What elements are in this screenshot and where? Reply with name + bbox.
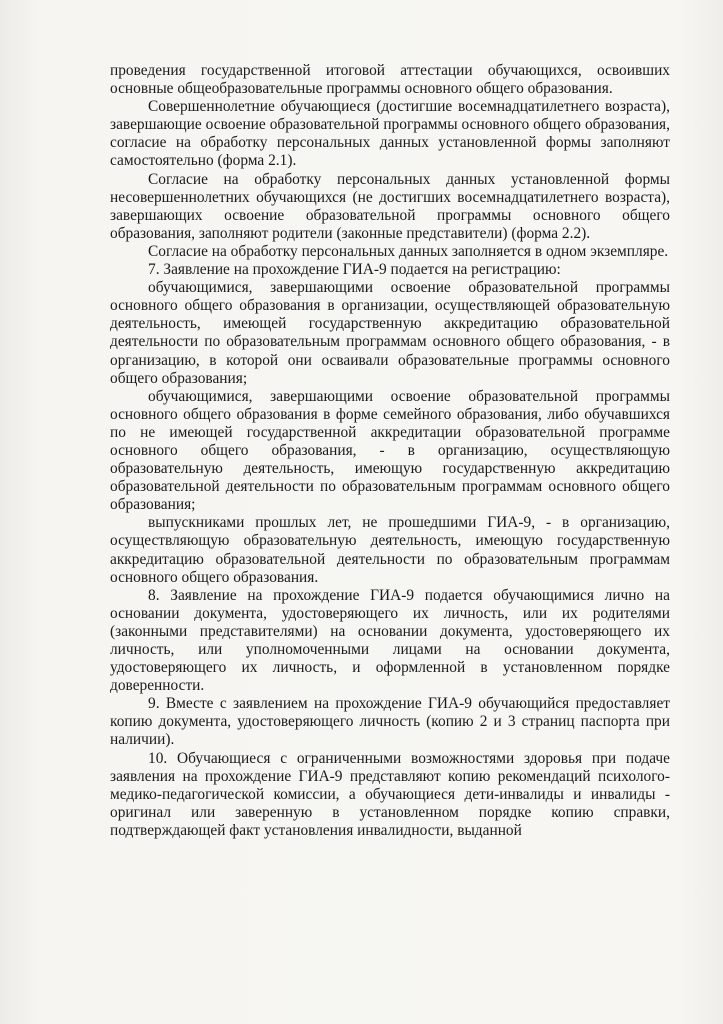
paragraph-item-8: 8. Заявление на прохождение ГИА-9 подается обучающимися лично на основании документа, удостоверяющего их личность, или их родителями (законными представителями) на основании документа, удостоверяющего их личность, или уполномоченными лицами на основании документа, удостоверяющего их личность, и оформленной в установленном порядке доверенности. bbox=[110, 586, 670, 695]
paragraph-adult-consent: Совершеннолетние обучающиеся (достигшие восемнадцатилетнего возраста), завершающие освоение образовательной программы основного общего образования, согласие на обработку персональных данных установленной формы заполняют самостоятельно (форма 2.1). bbox=[110, 98, 670, 170]
paragraph-item-7-family-education: обучающимися, завершающими освоение образовательной программы основного общего образования в форме семейного образования, либо обучавшихся по не имеющей государственной аккредитации образовательной программе основного общего образования, - в организацию, осуществляющую образовательную деятельность, имеющую государственную аккредитацию образовательной деятельности по образовательным программам основного общего образования; bbox=[110, 387, 670, 514]
document-body bbox=[110, 62, 670, 840]
paragraph-continuation: проведения государственной итоговой аттестации обучающихся, освоивших основные общеобразовательные программы основного общего образования. bbox=[110, 62, 670, 98]
paragraph-single-copy: Согласие на обработку персональных данных заполняется в одном экземпляре. bbox=[148, 242, 669, 260]
paragraph-minor-consent: Согласие на обработку персональных данных установленной формы несовершеннолетних обучающихся (не достигших восемнадцатилетнего возраста), завершающих освоение образовательной программы основного общего образования, заполняют родители (законные представители) (форма 2.2). bbox=[110, 170, 670, 242]
paragraph-item-7: 7. Заявление на прохождение ГИА-9 подается на регистрацию: bbox=[148, 261, 561, 279]
paragraph-item-7-graduates: выпускниками прошлых лет, не прошедшими ГИА-9, - в организацию, осуществляющую образовательную деятельность, имеющую государственную аккредитацию образовательной деятельности по образовательным программам основного общего образования. bbox=[110, 514, 670, 586]
paragraph-item-10: 10. Обучающиеся с ограниченными возможностями здоровья при подаче заявления на прохождение ГИА-9 представляют копию рекомендаций психолого-медико-педагогической комиссии, а обучающиеся дети-инвалиды и инвалиды - оригинал или заверенную в установленном порядке копию справки, подтверждающей факт установления инвалидности, выданной bbox=[110, 749, 670, 839]
paragraph-item-9: 9. Вместе с заявлением на прохождение ГИА-9 обучающийся предоставляет копию документа, удостоверяющего личность (копию 2 и 3 страниц паспорта при наличии). bbox=[110, 695, 670, 749]
paragraph-item-7-students: обучающимися, завершающими освоение образовательной программы основного общего образования в организации, осуществляющей образовательную деятельность, имеющей государственную аккредитацию образовательной деятельности по образовательным программам основного общего образования, - в организацию, в которой они осваивали образовательные программы основного общего образования; bbox=[110, 279, 670, 387]
